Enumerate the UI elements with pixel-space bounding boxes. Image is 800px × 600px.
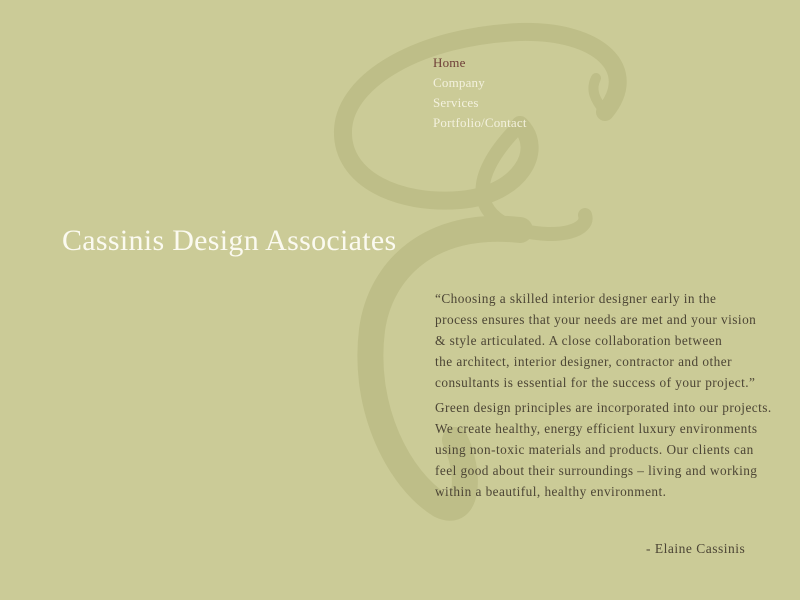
quote-line: & style articulated. A close collaboration between	[435, 333, 723, 348]
paragraph-line: feel good about their surroundings – living and working	[435, 463, 758, 478]
nav-item-company[interactable]: Company	[433, 75, 485, 90]
paragraph-line: Green design principles are incorporated into our projects.	[435, 400, 772, 415]
paragraph-line: using non-toxic materials and products. Our clients can	[435, 442, 754, 457]
intro-quote	[435, 288, 756, 393]
signature: - Elaine Cassinis	[646, 541, 746, 556]
main-nav	[433, 53, 527, 133]
site-title: Cassinis Design Associates	[62, 224, 397, 257]
paragraph-line: within a beautiful, healthy environment.	[435, 484, 667, 499]
nav-item-services[interactable]: Services	[433, 95, 479, 110]
nav-item-portfolio-contact[interactable]: Portfolio/Contact	[433, 115, 527, 130]
quote-line: “Choosing a skilled interior designer early in the	[435, 291, 717, 306]
quote-line: process ensures that your needs are met and your vision	[435, 312, 757, 327]
paragraph-line: We create healthy, energy efficient luxury environments	[435, 421, 758, 436]
quote-line: consultants is essential for the success of your project.”	[435, 375, 756, 390]
quote-line: the architect, interior designer, contractor and other	[435, 354, 732, 369]
green-design-paragraph	[435, 397, 772, 502]
nav-item-home[interactable]: Home	[433, 55, 466, 70]
